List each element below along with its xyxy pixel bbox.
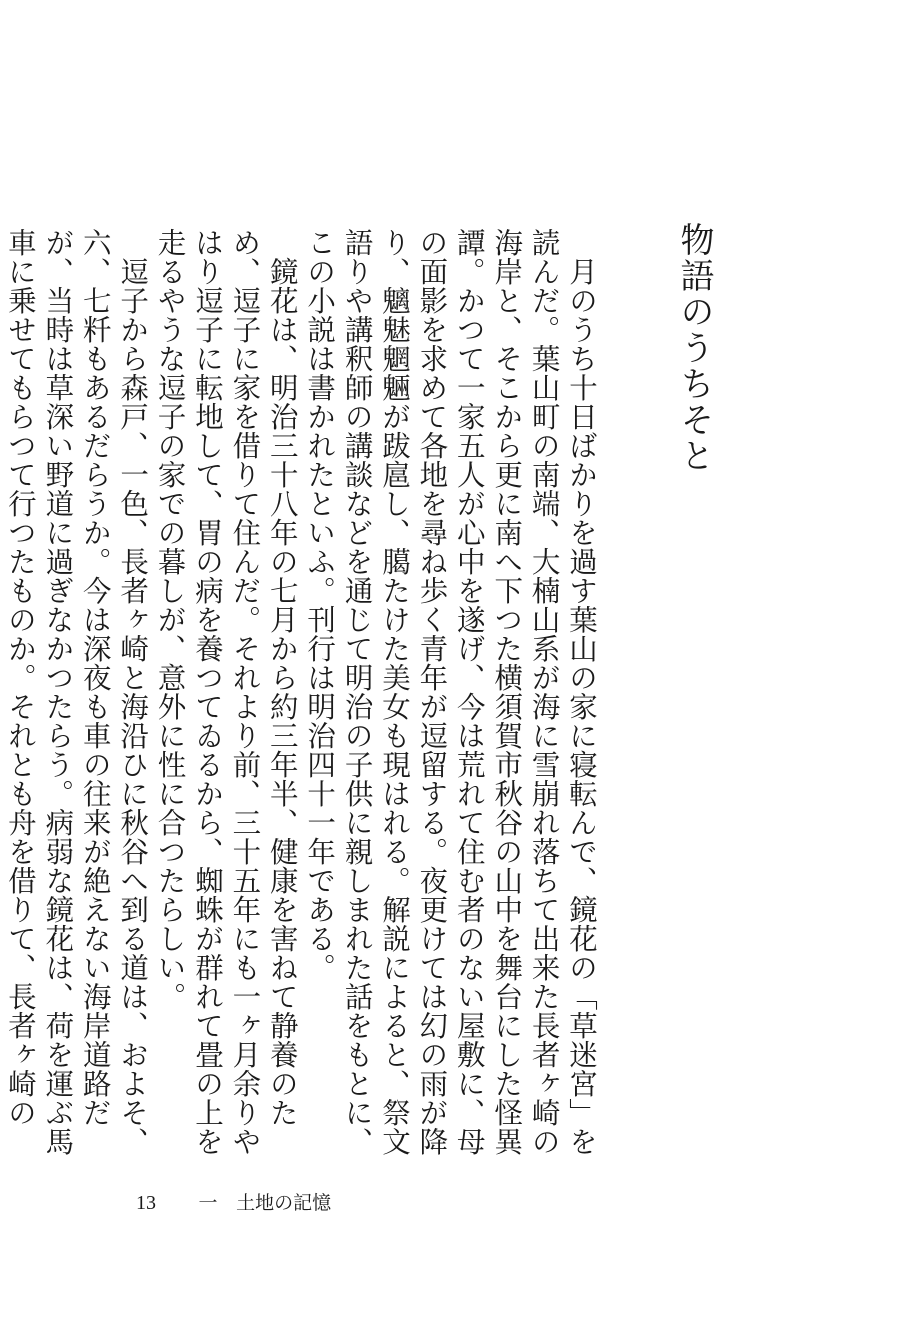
chapter-separator: 一 xyxy=(198,1192,218,1214)
body-text xyxy=(3,228,600,1176)
page-footer xyxy=(136,1188,396,1218)
page-title: 物語のうちそと xyxy=(674,222,714,474)
paragraph-3: 逗子から森戸、一色、長者ヶ崎と海沿ひに秋谷へ到る道は、およそ、六、七粁もあるだらうか。今は深夜も車の往来が絶えない海岸道路だが、当時は草深い野道に過ぎなかつたらう。病弱な鏡花は、荷を運ぶ馬車に乗せてもらつて行つたものか。それとも舟を借りて、長者ヶ崎の xyxy=(3,228,150,1156)
paragraph-2: 鏡花は、明治三十八年の七月から約三年半、健康を害ねて静養のため、逗子に家を借りて住んだ。それより前、三十五年にも一ヶ月余りやはり逗子に転地して、胃の病を養つてゐるから、蜘蛛が群れて畳の上を走るやうな逗子の家での暮しが、意外に性に合つたらしい。 xyxy=(153,228,299,1156)
paragraph-1: 月のうち十日ばかりを過す葉山の家に寝転んで、鏡花の「草迷宮」を読んだ。葉山町の南端、大楠山系が海に雪崩れ落ちて出来た長者ヶ崎の海岸と、そこから更に南へ下つた横須賀市秋谷の山中を舞台にした怪異譚。かつて一家五人が心中を遂げ、今は荒れて住む者のない屋敷に、母の面影を求めて各地を尋ね歩く青年が逗留する。夜更けては幻の雨が降り、魑魅魍魎が跋扈し、臈たけた美女も現はれる。解説によると、祭文語りや講釈師の講談などを通じて明治の子供に親しまれた話をもとに、この小説は書かれたといふ。刊行は明治四十一年である。 xyxy=(303,228,598,1156)
page-number: 13 xyxy=(136,1192,156,1214)
chapter-title: 土地の記憶 xyxy=(236,1192,332,1214)
